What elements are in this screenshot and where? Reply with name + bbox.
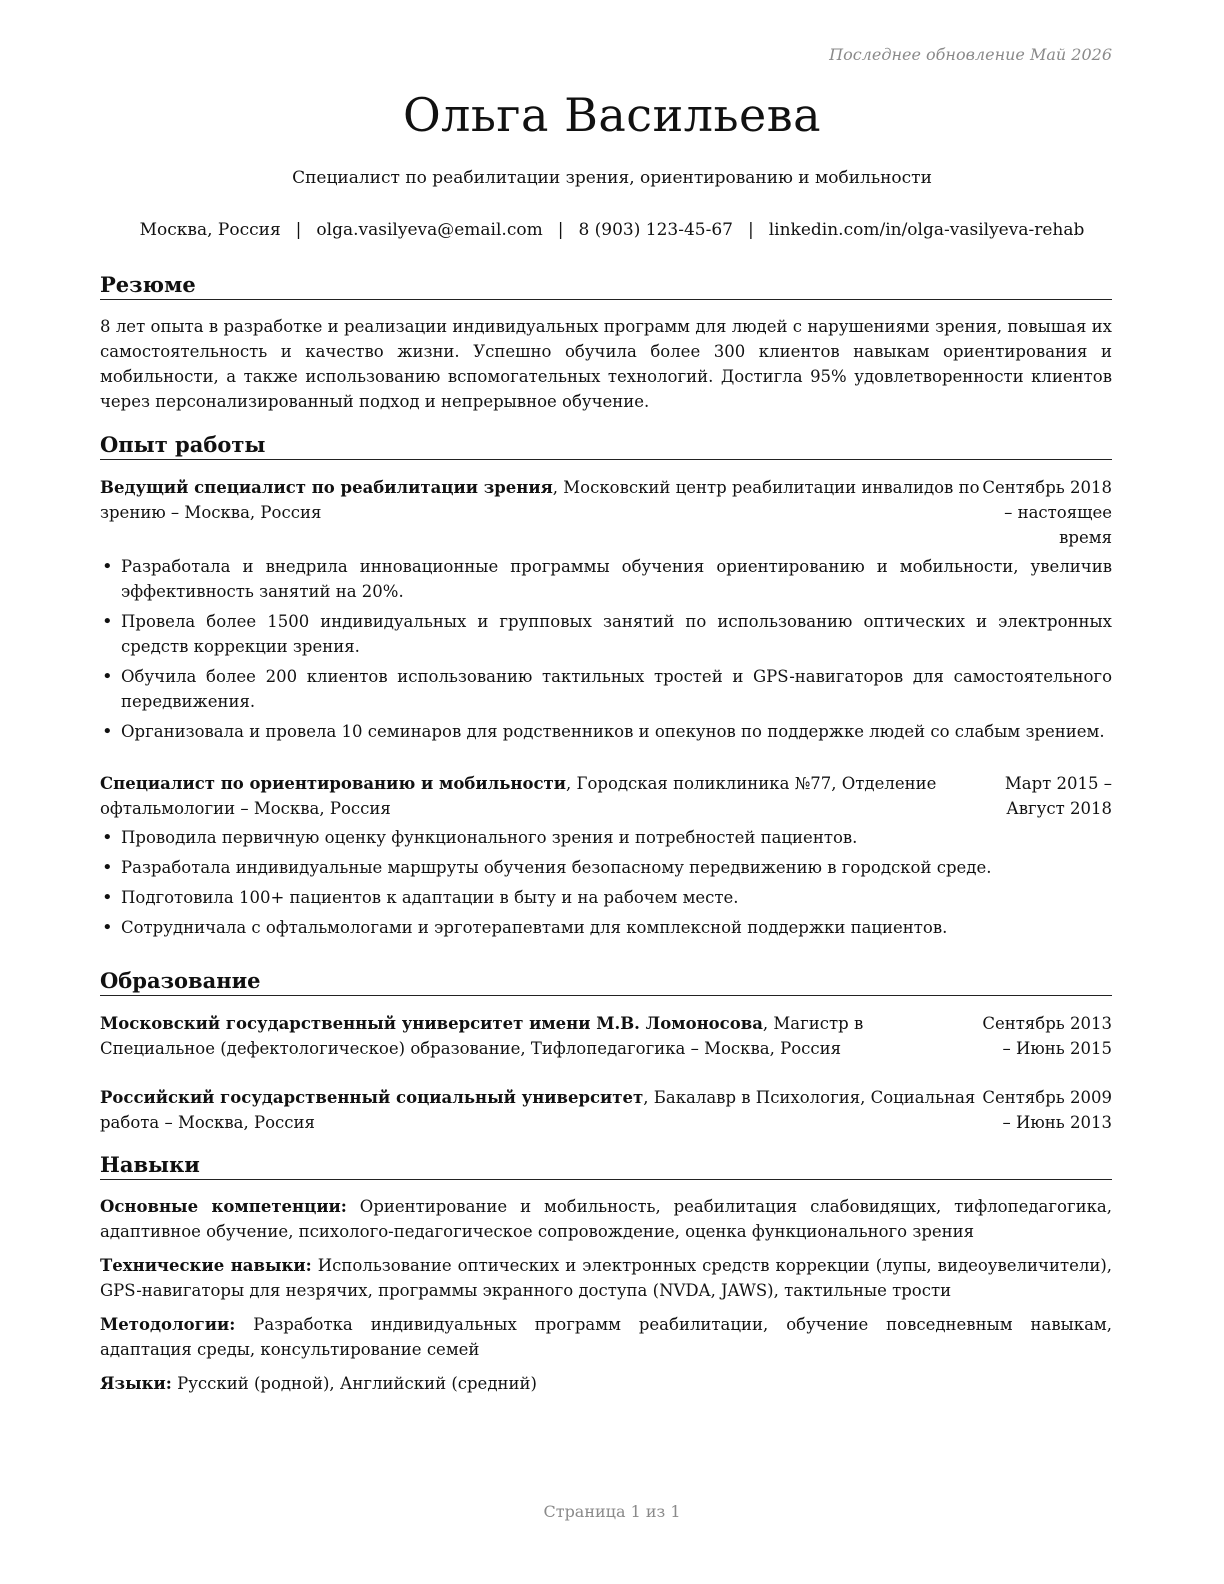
job-title-line — [100, 771, 980, 821]
education-dates: Сентябрь 2009 – Июнь 2013 — [982, 1088, 1112, 1132]
skill-group — [100, 1371, 1112, 1396]
skill-text: Русский (родной), Английский (средний) — [171, 1374, 537, 1393]
education-line — [100, 1085, 980, 1135]
job-header — [100, 771, 1112, 821]
contact-linkedin[interactable]: linkedin.com/in/olga-vasilyeva-rehab — [768, 220, 1085, 240]
education-details: , Бакалавр в Психология, Социальная работа – Москва, Россия — [100, 1088, 976, 1132]
skill-group — [100, 1312, 1112, 1362]
candidate-name: Ольга Васильева — [402, 88, 822, 142]
education-details: , Магистр в Специальное (дефектологическое) образование, Тифлопедагогика – Москва, Россия — [100, 1014, 864, 1058]
list-item: • Разработала индивидуальные маршруты обучения безопасному передвижению в городской среде. — [100, 855, 1112, 880]
skills-list — [100, 1194, 1112, 1396]
education-school: Российский государственный социальный университет — [100, 1088, 644, 1107]
list-item: • Подготовила 100+ пациентов к адаптации в быту и на рабочем месте. — [100, 885, 1112, 910]
job-dates: Сентябрь 2018 – настоящее время — [982, 478, 1112, 547]
education-section — [100, 968, 1112, 1135]
skill-label: Языки: — [100, 1374, 172, 1393]
contact-email[interactable]: olga.vasilyeva@email.com — [316, 220, 543, 240]
list-item: • Сотрудничала с офтальмологами и эрготерапевтами для комплексной поддержки пациентов. — [100, 915, 1112, 940]
job-bullets — [100, 825, 1112, 940]
skill-text: Разработка индивидуальных программ реабилитации, обучение повседневным навыкам, адаптация среды, консультирование семей — [100, 1315, 1112, 1359]
skill-label: Основные компетенции: — [100, 1197, 347, 1216]
skill-label: Методологии: — [100, 1315, 236, 1334]
candidate-subtitle: Специалист по реабилитации зрения, ориентированию и мобильности — [292, 168, 932, 188]
last-updated: Последнее обновление Май 2026 — [829, 45, 1112, 64]
summary-title: Резюме — [100, 272, 1112, 300]
job-position: Ведущий специалист по реабилитации зрения — [100, 478, 553, 497]
education-entry — [100, 1085, 1112, 1135]
page-number: Страница 1 из 1 — [543, 1502, 681, 1521]
contact-separator: | — [295, 220, 302, 240]
list-item: • Провела более 1500 индивидуальных и групповых занятий по использованию оптических и электронных средств коррекции зрения. — [100, 609, 1112, 659]
skills-title: Навыки — [100, 1152, 1112, 1180]
contact-separator: | — [748, 220, 754, 240]
experience-title: Опыт работы — [100, 432, 1112, 460]
list-item: • Проводила первичную оценку функционального зрения и потребностей пациентов. — [100, 825, 1112, 850]
skill-text: Ориентирование и мобильность, реабилитация слабовидящих, тифлопедагогика, адаптивное обучение, психолого-педагогическое сопровождение, оценка функционального зрения — [100, 1197, 1112, 1241]
education-entry — [100, 1011, 1112, 1061]
education-line — [100, 1011, 980, 1061]
skill-group — [100, 1253, 1112, 1303]
summary-text: 8 лет опыта в разработке и реализации индивидуальных программ для людей с нарушениями зрения, повышая их самостоятельность и качество жизни. Успешно обучила более 300 клиентов навыкам ориентирования и мобильности, а также использованию вспомогательных технологий. Достигла 95% удовлетворенности клиентов через персонализированный подход и непрерывное обучение. — [100, 317, 1112, 411]
job-position: Специалист по ориентированию и мобильности — [100, 774, 567, 793]
education-dates: Сентябрь 2013 – Июнь 2015 — [982, 1014, 1112, 1058]
skills-section — [100, 1152, 1112, 1405]
education-title: Образование — [100, 968, 1112, 996]
contact-phone[interactable]: 8 (903) 123-45-67 — [578, 220, 733, 240]
job-bullets — [100, 554, 1112, 744]
job-organization: , Московский центр реабилитации инвалидов по зрению – Москва, Россия — [100, 478, 980, 522]
job-entry — [100, 771, 1112, 940]
summary-section — [100, 272, 1112, 414]
contact-separator: | — [557, 220, 564, 240]
job-header — [100, 475, 1112, 550]
skill-label: Технические навыки: — [100, 1256, 312, 1275]
contact-line — [0, 220, 1224, 240]
list-item: • Разработала и внедрила инновационные программы обучения ориентированию и мобильности, увеличив эффективность занятий на 20%. — [100, 554, 1112, 604]
education-school: Московский государственный университет имени М.В. Ломоносова — [100, 1014, 763, 1033]
job-title-line — [100, 475, 980, 550]
list-item: • Организовала и провела 10 семинаров для родственников и опекунов по поддержке людей со слабым зрением. — [100, 719, 1112, 744]
skill-group — [100, 1194, 1112, 1244]
list-item: • Обучила более 200 клиентов использованию тактильных тростей и GPS-навигаторов для самостоятельного передвижения. — [100, 664, 1112, 714]
job-organization: , Городская поликлиника №77, Отделение офтальмологии – Москва, Россия — [100, 774, 937, 818]
skill-text: Использование оптических и электронных средств коррекции (лупы, видеоувеличители), GPS-навигаторы для незрячих, программы экранного доступа (NVDA, JAWS), тактильные трости — [100, 1256, 1113, 1300]
contact-location: Москва, Россия — [139, 220, 281, 240]
experience-section — [100, 432, 1112, 945]
job-dates: Март 2015 – Август 2018 — [1004, 774, 1112, 818]
job-entry — [100, 475, 1112, 744]
